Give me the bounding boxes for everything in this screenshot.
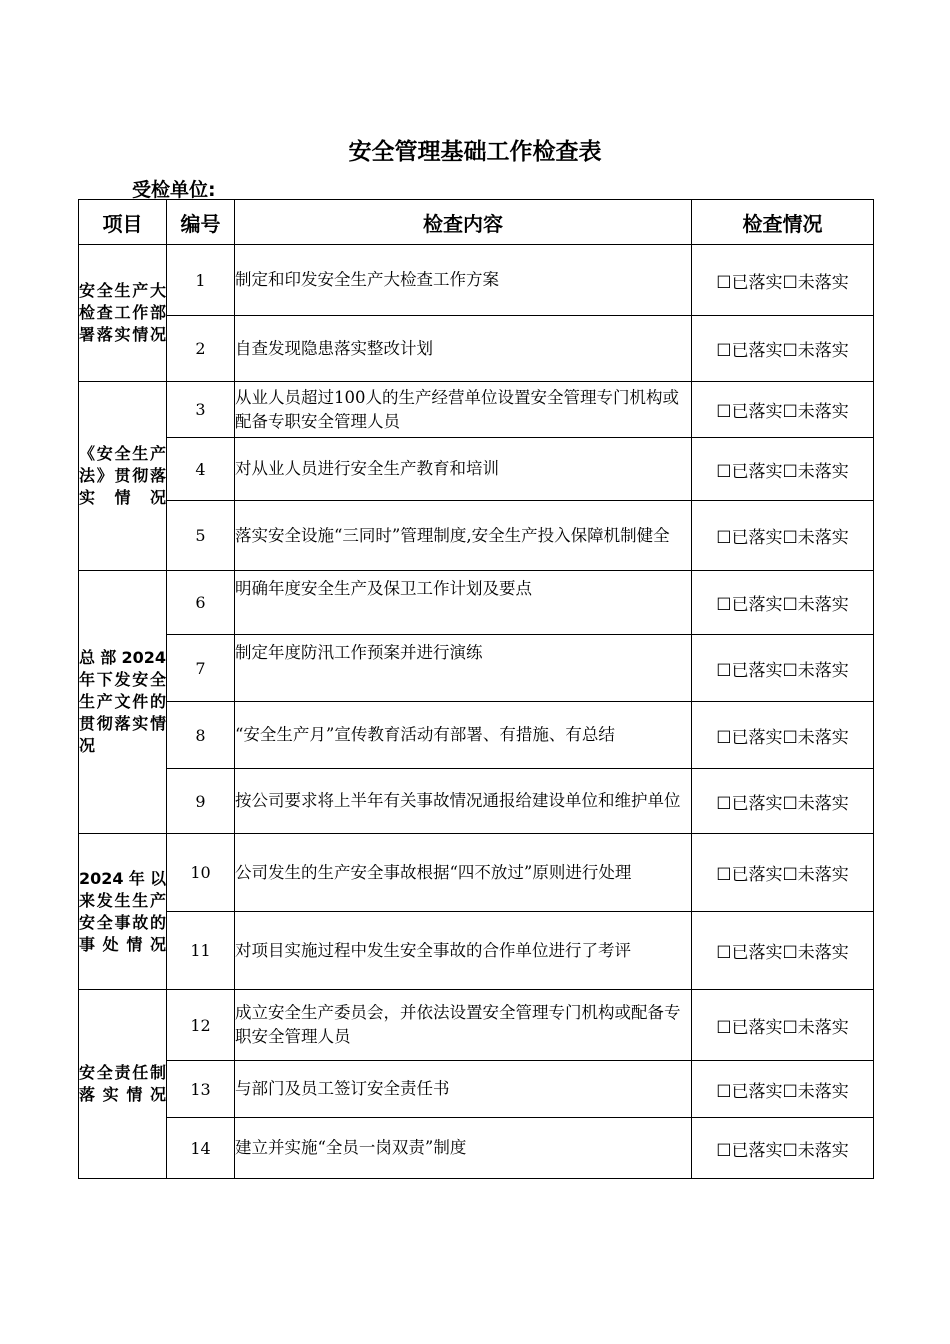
table-header-row [79,200,874,245]
row-content: 从业人员超过100人的生产经营单位设置安全管理专门机构或配备专职安全管理人员 [235,382,692,438]
row-number: 4 [167,438,235,501]
table-row [79,501,874,571]
table-row [79,769,874,834]
row-number: 13 [167,1061,235,1118]
row-status[interactable]: ☐已落实☐未落实 [692,245,874,316]
row-content: 制定和印发安全生产大检查工作方案 [235,245,692,316]
row-number: 12 [167,990,235,1061]
row-content: 自查发现隐患落实整改计划 [235,316,692,382]
row-status[interactable]: ☐已落实☐未落实 [692,501,874,571]
row-content: 公司发生的生产安全事故根据“四不放过”原则进行处理 [235,834,692,912]
row-number: 2 [167,316,235,382]
category-label: 《安全生产法》贯彻落实情况 [79,444,166,507]
row-status[interactable]: ☐已落实☐未落实 [692,635,874,702]
header-status: 检查情况 [692,200,874,245]
row-number: 14 [167,1118,235,1179]
row-status[interactable]: ☐已落实☐未落实 [692,316,874,382]
row-status[interactable]: ☐已落实☐未落实 [692,438,874,501]
header-number: 编号 [167,200,235,245]
category-cell [79,834,167,990]
row-content: 落实安全设施“三同时”管理制度,安全生产投入保障机制健全 [235,501,692,571]
category-label: 安全责任制落实情况 [79,1063,166,1104]
category-cell [79,382,167,571]
row-content: 对项目实施过程中发生安全事故的合作单位进行了考评 [235,912,692,990]
category-cell [79,571,167,834]
row-content: 对从业人员进行安全生产教育和培训 [235,438,692,501]
table-row [79,635,874,702]
table-row [79,834,874,912]
row-status[interactable]: ☐已落实☐未落实 [692,990,874,1061]
table-row [79,316,874,382]
row-content: 成立安全生产委员会，并依法设置安全管理专门机构或配备专职安全管理人员 [235,990,692,1061]
row-content: 与部门及员工签订安全责任书 [235,1061,692,1118]
row-number: 9 [167,769,235,834]
table-row [79,245,874,316]
table-row [79,571,874,635]
row-number: 10 [167,834,235,912]
row-content: 制定年度防汛工作预案并进行演练 [235,635,692,702]
table-row [79,382,874,438]
category-label: 安全生产大检查工作部署落实情况 [79,281,166,344]
row-number: 1 [167,245,235,316]
header-item: 项目 [79,200,167,245]
row-status[interactable]: ☐已落实☐未落实 [692,769,874,834]
row-number: 6 [167,571,235,635]
table-row [79,702,874,769]
row-number: 11 [167,912,235,990]
row-status[interactable]: ☐已落实☐未落实 [692,912,874,990]
category-cell [79,245,167,382]
table-row [79,912,874,990]
table-row [79,1118,874,1179]
row-content: 按公司要求将上半年有关事故情况通报给建设单位和维护单位 [235,769,692,834]
row-number: 7 [167,635,235,702]
page-title: 安全管理基础工作检查表 [348,139,602,165]
row-status[interactable]: ☐已落实☐未落实 [692,1061,874,1118]
row-number: 3 [167,382,235,438]
row-status[interactable]: ☐已落实☐未落实 [692,382,874,438]
category-label: 总部2024年下发安全生产文件的贯彻落实情况 [79,648,166,755]
table-row [79,990,874,1061]
category-label: 2024年以来发生生产安全事故的事处情况 [79,868,166,954]
row-number: 5 [167,501,235,571]
header-content: 检查内容 [235,200,692,245]
row-status[interactable]: ☐已落实☐未落实 [692,1118,874,1179]
row-status[interactable]: ☐已落实☐未落实 [692,571,874,635]
row-number: 8 [167,702,235,769]
inspection-table [78,199,874,1179]
row-status[interactable]: ☐已落实☐未落实 [692,702,874,769]
row-content: “安全生产月”宣传教育活动有部署、有措施、有总结 [235,702,692,769]
row-status[interactable]: ☐已落实☐未落实 [692,834,874,912]
table-row [79,1061,874,1118]
category-cell [79,990,167,1179]
row-content: 明确年度安全生产及保卫工作计划及要点 [235,571,692,635]
row-content: 建立并实施“全员一岗双责”制度 [235,1118,692,1179]
table-row [79,438,874,501]
inspected-unit-label: 受检单位: [132,179,216,201]
